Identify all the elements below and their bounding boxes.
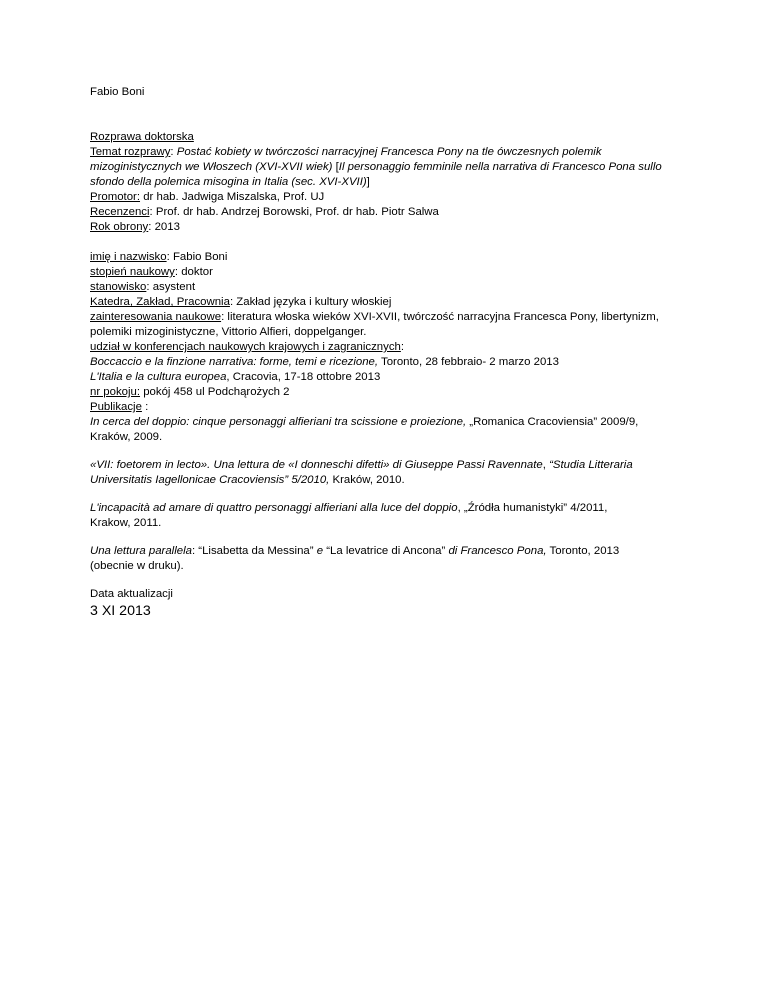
thesis-promoter: Promotor: dr hab. Jadwiga Miszalska, Prof. UJ bbox=[90, 191, 325, 203]
update-date: 3 XI 2013 bbox=[90, 603, 151, 619]
profile-degree: stopień naukowy: doktor bbox=[90, 266, 213, 278]
thesis-heading: Rozprawa doktorska bbox=[90, 131, 194, 143]
thesis-topic-it: Il personaggio femminile nella narrativa di Francesco Pona sullo sfondo della polemica misogina in Italia (sec. XVI-XVII) bbox=[90, 161, 662, 188]
thesis-topic-pl: Postać kobiety w twórczości narracyjnej Francesca Pony na tle ówczesnych polemik mizoginistycznych we Włoszech (XVI-XVII wiek) bbox=[90, 146, 602, 173]
profile-room: nr pokoju: pokój 458 ul Podchąrożych 2 bbox=[90, 386, 290, 398]
profile-name: imię i nazwisko: Fabio Boni bbox=[90, 251, 228, 263]
author-name: Fabio Boni bbox=[90, 86, 145, 98]
publication-item: Una lettura parallela: “Lisabetta da Messina” e “La levatrice di Ancona” di Francesco Pona, Toronto, 2013 (obecnie w druku). bbox=[90, 545, 620, 572]
publication-item: «VII: foetorem in lecto». Una lettura de «I donneschi difetti» di Giuseppe Passi Ravennate, “Studia Litteraria Universitatis Iagellonicae Cracoviensis” 5/2010, Kraków, 2010. bbox=[90, 459, 633, 486]
thesis-defense-year: Rok obrony: 2013 bbox=[90, 221, 180, 233]
profile-position: stanowisko: asystent bbox=[90, 281, 196, 293]
update-label: Data aktualizacji bbox=[90, 588, 173, 600]
thesis-reviewers: Recenzenci: Prof. dr hab. Andrzej Borowski, Prof. dr hab. Piotr Salwa bbox=[90, 206, 439, 218]
thesis-topic-label: Temat rozprawy bbox=[90, 146, 171, 158]
publications-heading: Publikacje : bbox=[90, 401, 149, 413]
cv-content bbox=[90, 85, 680, 620]
conference-item: Boccaccio e la finzione narrativa: forme, temi e ricezione, Toronto, 28 febbraio- 2 marzo 2013 bbox=[90, 356, 559, 368]
thesis-topic: Temat rozprawy: Postać kobiety w twórczości narracyjnej Francesca Pony na tle ówczesnych polemik mizoginistycznych we Włoszech (XVI-XVII wiek) [Il personaggio femminile nella narrativa di Francesco Pona sullo sfondo della polemica misogina in Italia (sec. XVI-XVII)] bbox=[90, 146, 662, 188]
publication-item: L'incapacità ad amare di quattro personaggi alfieriani alla luce del doppio, „Źródła humanistyki” 4/2011, Krakow, 2011. bbox=[90, 502, 608, 529]
conference-item: L'Italia e la cultura europea, Cracovia, 17-18 ottobre 2013 bbox=[90, 371, 381, 383]
publication-item: In cerca del doppio: cinque personaggi alfieriani tra scissione e proiezione, „Romanica Cracoviensia” 2009/9, Kraków, 2009. bbox=[90, 416, 639, 443]
profile-interests: zainteresowania naukowe: literatura włoska wieków XVI-XVII, twórczość narracyjna Francesca Pony, libertynizm, polemiki mizoginistyczne, Vittorio Alfieri, doppelganger. bbox=[90, 311, 659, 338]
profile-department: Katedra, Zakład, Pracownia: Zakład języka i kultury włoskiej bbox=[90, 296, 392, 308]
profile-conferences-label: udział w konferencjach naukowych krajowych i zagranicznych: bbox=[90, 341, 405, 353]
